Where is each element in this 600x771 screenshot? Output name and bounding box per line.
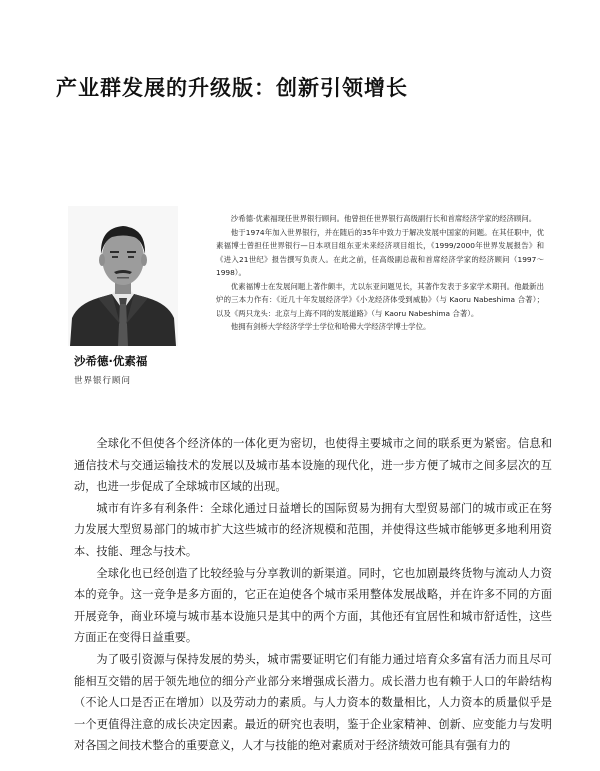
author-bio	[216, 212, 544, 334]
author-name: 沙希德·优素福	[74, 354, 148, 368]
article-title: 产业群发展的升级版：创新引领增长	[56, 76, 408, 100]
bio-paragraph: 沙希德·优素福现任世界银行顾问。他曾担任世界银行高级副行长和首席经济学家的经济顾问。	[230, 214, 537, 223]
bio-paragraph: 优素福博士在发展问题上著作颇丰，尤以东亚问题见长，其著作发表于多家学术期刊。他最新出炉的三本力作有：《近几十年发展经济学》《小龙经济体受到威胁》（与 Kaoru Nabeshima 合著）；以及《两只龙头：北京与上海不同的发展道路》（与 Kaoru Nabeshima 合著）。	[216, 281, 544, 318]
author-photo	[68, 206, 178, 346]
body-paragraph: 全球化不但使各个经济体的一体化更为密切，也使得主要城市之间的联系更为紧密。信息和通信技术与交通运输技术的发展以及城市基本设施的现代化，进一步方便了城市之间多层次的互动，也进一步促成了全球城市区域的出现。	[74, 437, 552, 494]
body-paragraph: 全球化也已经创造了比较经验与分享教训的新渠道。同时，它也加剧最终货物与流动人力资本的竞争。这一竞争是多方面的，它正在迫使各个城市采用整体发展战略，并在许多不同的方面开展竞争，商业环境与城市基本设施只是其中的两个方面，其他还有宜居性和城市舒适性，这些方面正在变得日益重要。	[74, 566, 552, 645]
body-paragraph: 为了吸引资源与保持发展的势头，城市需要证明它们有能力通过培育众多富有活力而且尽可能相互交错的居于领先地位的细分产业部分来增强成长潜力。成长潜力也有赖于人口的年龄结构（不论人口是否正在增加）以及劳动力的素质。与人力资本的数量相比，人力资本的质量似乎是一个更值得注意的成长决定因素。最近的研究也表明，鉴于企业家精神、创新、应变能力与发明对各国之间技术整合的重要意义，人才与技能的绝对素质对于经济绩效可能具有强有力的	[74, 652, 552, 753]
bio-paragraph: 他于1974年加入世界银行，并在随后的35年中致力于解决发展中国家的问题。在其任职中，优素福博士曾担任世界银行—日本项目组东亚未来经济项目组长，《1999/2000年世界发展报告》和《进入21世纪》报告撰写负责人。在此之前，任高级副总裁和首席经济学家的经济顾问（1997～1998）。	[216, 227, 544, 277]
author-portrait-image	[68, 206, 178, 346]
bio-paragraph: 他拥有剑桥大学经济学学士学位和哈佛大学经济学博士学位。	[230, 322, 431, 331]
article-body	[74, 433, 552, 757]
author-position: 世界银行顾问	[74, 376, 132, 386]
body-paragraph: 城市有许多有利条件：全球化通过日益增长的国际贸易为拥有大型贸易部门的城市或正在努力发展大型贸易部门的城市扩大这些城市的经济规模和范围，并使得这些城市能够更多地利用资本、技能、理念与技术。	[74, 501, 552, 558]
